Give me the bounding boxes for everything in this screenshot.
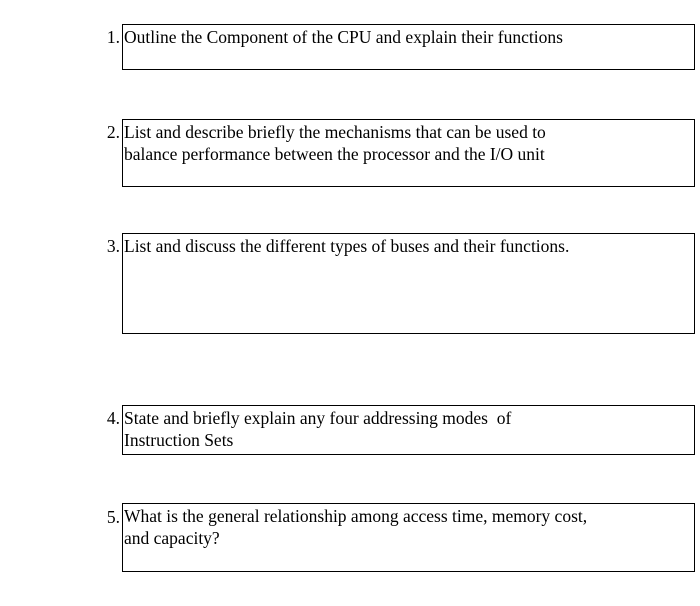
- question-text: List and discuss the different types of buses and their functions.: [124, 236, 570, 256]
- question-box: [122, 24, 695, 70]
- question-number: 3.: [106, 236, 120, 256]
- question-number: 1.: [106, 27, 120, 47]
- question-box: [122, 119, 695, 187]
- question-text: Outline the Component of the CPU and explain their functions: [124, 27, 563, 47]
- question-text: What is the general relationship among access time, memory cost, and capacity?: [124, 506, 588, 548]
- question-box: [122, 233, 695, 334]
- question-box: [122, 405, 695, 455]
- question-number: 4.: [106, 408, 120, 428]
- question-text: State and briefly explain any four addressing modes of Instruction Sets: [124, 408, 512, 450]
- question-number: 2.: [106, 122, 120, 142]
- question-box: [122, 503, 695, 572]
- question-number: 5.: [106, 507, 120, 527]
- question-text: List and describe briefly the mechanisms that can be used to balance performance between the processor and the I/O unit: [124, 122, 546, 164]
